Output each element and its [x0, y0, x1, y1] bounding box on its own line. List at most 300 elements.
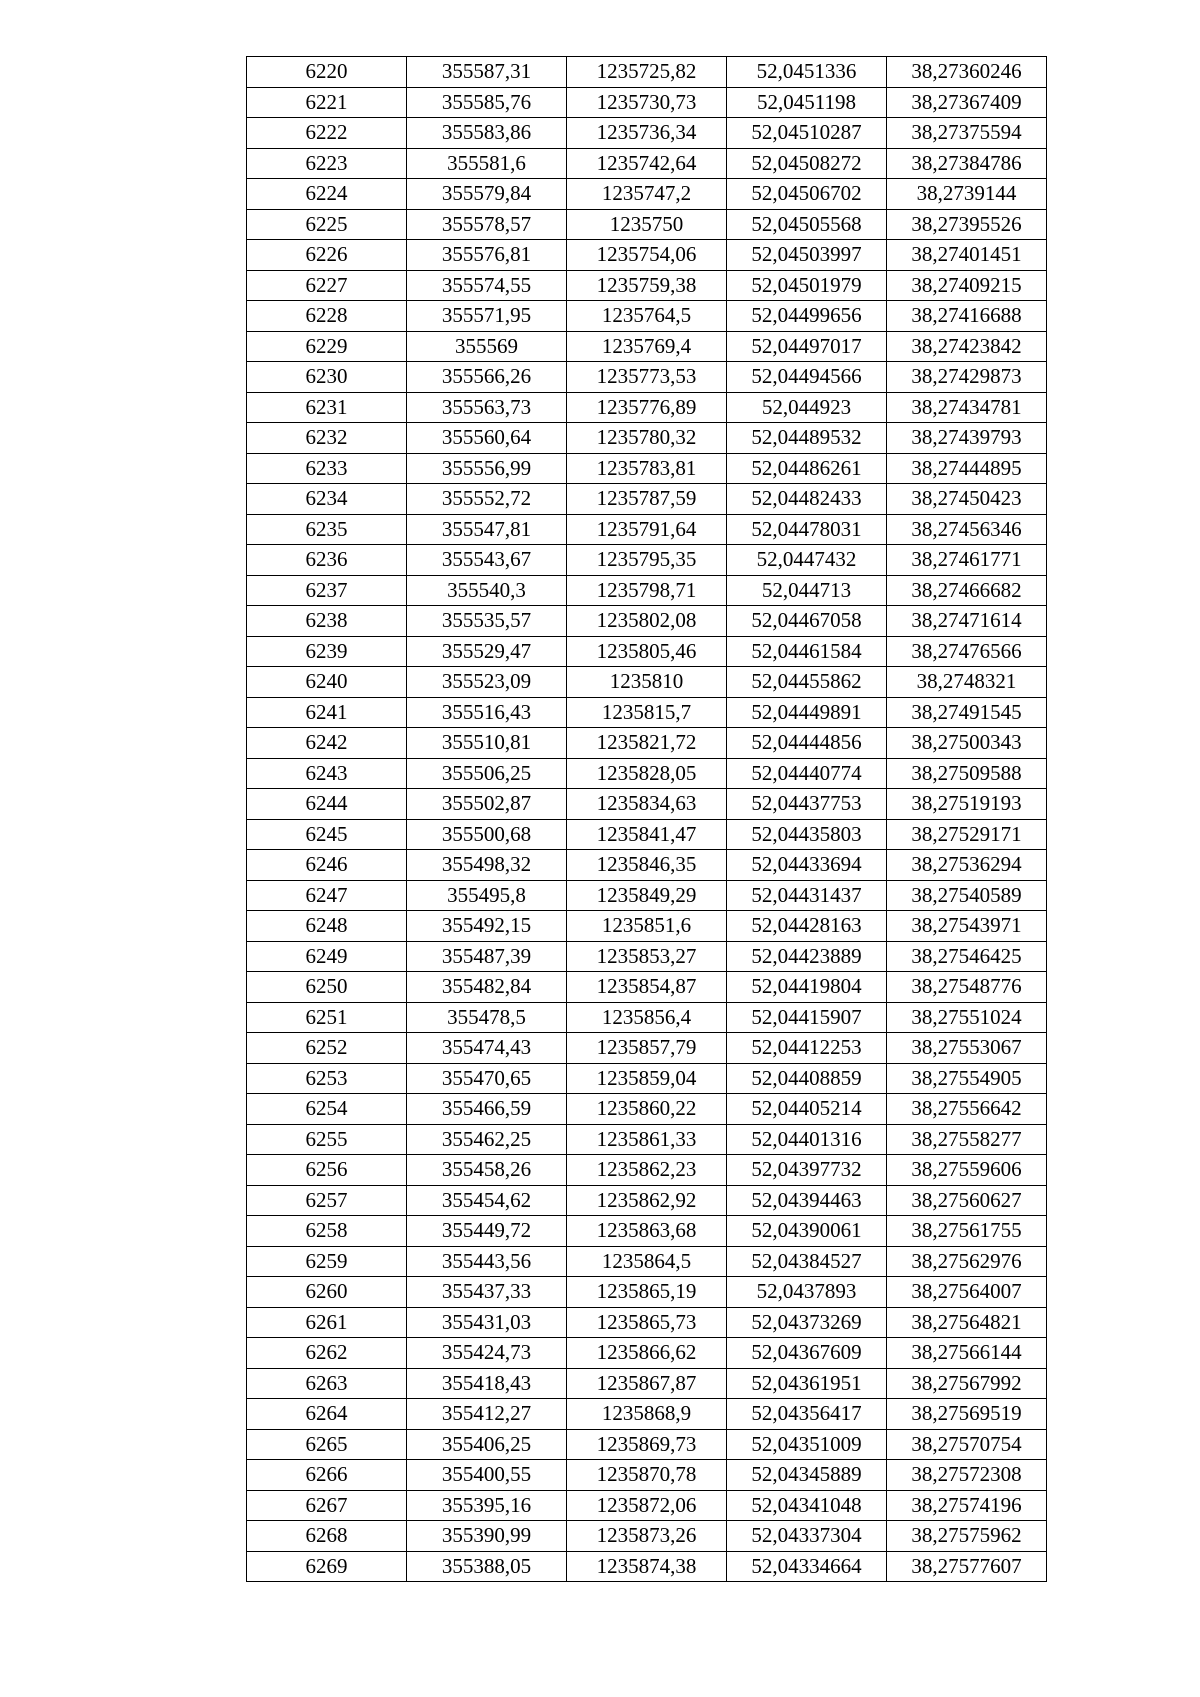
longitude-cell: 38,27395526	[887, 209, 1047, 240]
longitude-cell: 38,27434781	[887, 392, 1047, 423]
longitude-cell: 38,27564007	[887, 1277, 1047, 1308]
y-coordinate-cell: 1235742,64	[567, 148, 727, 179]
x-coordinate-cell: 355529,47	[407, 636, 567, 667]
y-coordinate-cell: 1235869,73	[567, 1429, 727, 1460]
x-coordinate-cell: 355466,59	[407, 1094, 567, 1125]
table-row	[247, 575, 1047, 606]
longitude-cell: 38,27554905	[887, 1063, 1047, 1094]
y-coordinate-cell: 1235821,72	[567, 728, 727, 759]
x-coordinate-cell: 355424,73	[407, 1338, 567, 1369]
x-coordinate-cell: 355581,6	[407, 148, 567, 179]
latitude-cell: 52,04478031	[727, 514, 887, 545]
table-row	[247, 1216, 1047, 1247]
latitude-cell: 52,04455862	[727, 667, 887, 698]
longitude-cell: 38,27450423	[887, 484, 1047, 515]
point-number-cell: 6233	[247, 453, 407, 484]
table-row	[247, 789, 1047, 820]
y-coordinate-cell: 1235798,71	[567, 575, 727, 606]
x-coordinate-cell: 355587,31	[407, 57, 567, 88]
y-coordinate-cell: 1235870,78	[567, 1460, 727, 1491]
point-number-cell: 6242	[247, 728, 407, 759]
coordinates-table	[246, 56, 1047, 1582]
y-coordinate-cell: 1235868,9	[567, 1399, 727, 1430]
point-number-cell: 6251	[247, 1002, 407, 1033]
x-coordinate-cell: 355560,64	[407, 423, 567, 454]
y-coordinate-cell: 1235780,32	[567, 423, 727, 454]
point-number-cell: 6245	[247, 819, 407, 850]
latitude-cell: 52,0437893	[727, 1277, 887, 1308]
x-coordinate-cell: 355437,33	[407, 1277, 567, 1308]
point-number-cell: 6244	[247, 789, 407, 820]
longitude-cell: 38,27519193	[887, 789, 1047, 820]
table-row	[247, 636, 1047, 667]
point-number-cell: 6237	[247, 575, 407, 606]
y-coordinate-cell: 1235851,6	[567, 911, 727, 942]
y-coordinate-cell: 1235795,35	[567, 545, 727, 576]
point-number-cell: 6229	[247, 331, 407, 362]
longitude-cell: 38,27409215	[887, 270, 1047, 301]
y-coordinate-cell: 1235853,27	[567, 941, 727, 972]
y-coordinate-cell: 1235849,29	[567, 880, 727, 911]
longitude-cell: 38,27529171	[887, 819, 1047, 850]
latitude-cell: 52,04489532	[727, 423, 887, 454]
longitude-cell: 38,27558277	[887, 1124, 1047, 1155]
point-number-cell: 6247	[247, 880, 407, 911]
longitude-cell: 38,27536294	[887, 850, 1047, 881]
longitude-cell: 38,27564821	[887, 1307, 1047, 1338]
table-row	[247, 1002, 1047, 1033]
y-coordinate-cell: 1235791,64	[567, 514, 727, 545]
point-number-cell: 6220	[247, 57, 407, 88]
x-coordinate-cell: 355390,99	[407, 1521, 567, 1552]
latitude-cell: 52,04356417	[727, 1399, 887, 1430]
latitude-cell: 52,04337304	[727, 1521, 887, 1552]
point-number-cell: 6264	[247, 1399, 407, 1430]
table-row	[247, 453, 1047, 484]
point-number-cell: 6265	[247, 1429, 407, 1460]
table-row	[247, 362, 1047, 393]
table-row	[247, 1307, 1047, 1338]
longitude-cell: 38,27551024	[887, 1002, 1047, 1033]
y-coordinate-cell: 1235776,89	[567, 392, 727, 423]
point-number-cell: 6269	[247, 1551, 407, 1582]
point-number-cell: 6224	[247, 179, 407, 210]
latitude-cell: 52,04505568	[727, 209, 887, 240]
latitude-cell: 52,0451336	[727, 57, 887, 88]
point-number-cell: 6253	[247, 1063, 407, 1094]
latitude-cell: 52,04510287	[727, 118, 887, 149]
longitude-cell: 38,27572308	[887, 1460, 1047, 1491]
point-number-cell: 6246	[247, 850, 407, 881]
longitude-cell: 38,27561755	[887, 1216, 1047, 1247]
latitude-cell: 52,04384527	[727, 1246, 887, 1277]
point-number-cell: 6236	[247, 545, 407, 576]
y-coordinate-cell: 1235815,7	[567, 697, 727, 728]
longitude-cell: 38,27543971	[887, 911, 1047, 942]
x-coordinate-cell: 355574,55	[407, 270, 567, 301]
y-coordinate-cell: 1235866,62	[567, 1338, 727, 1369]
table-row	[247, 148, 1047, 179]
point-number-cell: 6258	[247, 1216, 407, 1247]
table-row	[247, 606, 1047, 637]
point-number-cell: 6240	[247, 667, 407, 698]
x-coordinate-cell: 355495,8	[407, 880, 567, 911]
point-number-cell: 6221	[247, 87, 407, 118]
x-coordinate-cell: 355516,43	[407, 697, 567, 728]
longitude-cell: 38,27546425	[887, 941, 1047, 972]
longitude-cell: 38,27367409	[887, 87, 1047, 118]
point-number-cell: 6252	[247, 1033, 407, 1064]
table-row	[247, 941, 1047, 972]
y-coordinate-cell: 1235805,46	[567, 636, 727, 667]
y-coordinate-cell: 1235873,26	[567, 1521, 727, 1552]
longitude-cell: 38,27570754	[887, 1429, 1047, 1460]
table-row	[247, 697, 1047, 728]
point-number-cell: 6226	[247, 240, 407, 271]
x-coordinate-cell: 355462,25	[407, 1124, 567, 1155]
longitude-cell: 38,27461771	[887, 545, 1047, 576]
table-row	[247, 1155, 1047, 1186]
latitude-cell: 52,04482433	[727, 484, 887, 515]
latitude-cell: 52,04431437	[727, 880, 887, 911]
latitude-cell: 52,04405214	[727, 1094, 887, 1125]
table-row	[247, 392, 1047, 423]
x-coordinate-cell: 355388,05	[407, 1551, 567, 1582]
latitude-cell: 52,044923	[727, 392, 887, 423]
point-number-cell: 6243	[247, 758, 407, 789]
y-coordinate-cell: 1235769,4	[567, 331, 727, 362]
table-row	[247, 667, 1047, 698]
x-coordinate-cell: 355487,39	[407, 941, 567, 972]
latitude-cell: 52,04501979	[727, 270, 887, 301]
x-coordinate-cell: 355454,62	[407, 1185, 567, 1216]
x-coordinate-cell: 355523,09	[407, 667, 567, 698]
point-number-cell: 6254	[247, 1094, 407, 1125]
table-row	[247, 331, 1047, 362]
y-coordinate-cell: 1235863,68	[567, 1216, 727, 1247]
longitude-cell: 38,27566144	[887, 1338, 1047, 1369]
table-row	[247, 880, 1047, 911]
x-coordinate-cell: 355510,81	[407, 728, 567, 759]
x-coordinate-cell: 355569	[407, 331, 567, 362]
point-number-cell: 6268	[247, 1521, 407, 1552]
x-coordinate-cell: 355412,27	[407, 1399, 567, 1430]
latitude-cell: 52,04440774	[727, 758, 887, 789]
x-coordinate-cell: 355406,25	[407, 1429, 567, 1460]
table-row	[247, 270, 1047, 301]
point-number-cell: 6255	[247, 1124, 407, 1155]
latitude-cell: 52,04361951	[727, 1368, 887, 1399]
y-coordinate-cell: 1235730,73	[567, 87, 727, 118]
latitude-cell: 52,044713	[727, 575, 887, 606]
latitude-cell: 52,04486261	[727, 453, 887, 484]
x-coordinate-cell: 355543,67	[407, 545, 567, 576]
latitude-cell: 52,04397732	[727, 1155, 887, 1186]
y-coordinate-cell: 1235773,53	[567, 362, 727, 393]
point-number-cell: 6228	[247, 301, 407, 332]
table-row	[247, 1521, 1047, 1552]
latitude-cell: 52,04506702	[727, 179, 887, 210]
y-coordinate-cell: 1235862,92	[567, 1185, 727, 1216]
longitude-cell: 38,27444895	[887, 453, 1047, 484]
x-coordinate-cell: 355566,26	[407, 362, 567, 393]
point-number-cell: 6259	[247, 1246, 407, 1277]
x-coordinate-cell: 355500,68	[407, 819, 567, 850]
y-coordinate-cell: 1235856,4	[567, 1002, 727, 1033]
longitude-cell: 38,27401451	[887, 240, 1047, 271]
longitude-cell: 38,27476566	[887, 636, 1047, 667]
longitude-cell: 38,27416688	[887, 301, 1047, 332]
y-coordinate-cell: 1235872,06	[567, 1490, 727, 1521]
point-number-cell: 6234	[247, 484, 407, 515]
y-coordinate-cell: 1235787,59	[567, 484, 727, 515]
latitude-cell: 52,04373269	[727, 1307, 887, 1338]
y-coordinate-cell: 1235725,82	[567, 57, 727, 88]
latitude-cell: 52,04449891	[727, 697, 887, 728]
longitude-cell: 38,27559606	[887, 1155, 1047, 1186]
table-row	[247, 1063, 1047, 1094]
y-coordinate-cell: 1235862,23	[567, 1155, 727, 1186]
longitude-cell: 38,27491545	[887, 697, 1047, 728]
longitude-cell: 38,27375594	[887, 118, 1047, 149]
point-number-cell: 6227	[247, 270, 407, 301]
y-coordinate-cell: 1235736,34	[567, 118, 727, 149]
table-row	[247, 1185, 1047, 1216]
longitude-cell: 38,27500343	[887, 728, 1047, 759]
table-row	[247, 87, 1047, 118]
x-coordinate-cell: 355552,72	[407, 484, 567, 515]
table-row	[247, 1338, 1047, 1369]
point-number-cell: 6267	[247, 1490, 407, 1521]
latitude-cell: 52,04428163	[727, 911, 887, 942]
table-row	[247, 1551, 1047, 1582]
x-coordinate-cell: 355540,3	[407, 575, 567, 606]
table-row	[247, 301, 1047, 332]
table-row	[247, 728, 1047, 759]
latitude-cell: 52,0447432	[727, 545, 887, 576]
table-row	[247, 514, 1047, 545]
point-number-cell: 6222	[247, 118, 407, 149]
table-row	[247, 1124, 1047, 1155]
x-coordinate-cell: 355449,72	[407, 1216, 567, 1247]
y-coordinate-cell: 1235802,08	[567, 606, 727, 637]
x-coordinate-cell: 355583,86	[407, 118, 567, 149]
longitude-cell: 38,27471614	[887, 606, 1047, 637]
y-coordinate-cell: 1235874,38	[567, 1551, 727, 1582]
point-number-cell: 6239	[247, 636, 407, 667]
table-row	[247, 57, 1047, 88]
table-row	[247, 209, 1047, 240]
y-coordinate-cell: 1235841,47	[567, 819, 727, 850]
x-coordinate-cell: 355578,57	[407, 209, 567, 240]
table-row	[247, 1033, 1047, 1064]
longitude-cell: 38,27574196	[887, 1490, 1047, 1521]
point-number-cell: 6262	[247, 1338, 407, 1369]
point-number-cell: 6261	[247, 1307, 407, 1338]
table-row	[247, 1277, 1047, 1308]
table-row	[247, 819, 1047, 850]
x-coordinate-cell: 355502,87	[407, 789, 567, 820]
point-number-cell: 6230	[247, 362, 407, 393]
y-coordinate-cell: 1235747,2	[567, 179, 727, 210]
x-coordinate-cell: 355579,84	[407, 179, 567, 210]
point-number-cell: 6250	[247, 972, 407, 1003]
longitude-cell: 38,27540589	[887, 880, 1047, 911]
coordinates-table-body	[247, 57, 1047, 1582]
x-coordinate-cell: 355547,81	[407, 514, 567, 545]
longitude-cell: 38,27466682	[887, 575, 1047, 606]
latitude-cell: 52,04412253	[727, 1033, 887, 1064]
longitude-cell: 38,27429873	[887, 362, 1047, 393]
x-coordinate-cell: 355492,15	[407, 911, 567, 942]
y-coordinate-cell: 1235750	[567, 209, 727, 240]
longitude-cell: 38,27548776	[887, 972, 1047, 1003]
y-coordinate-cell: 1235859,04	[567, 1063, 727, 1094]
x-coordinate-cell: 355506,25	[407, 758, 567, 789]
table-row	[247, 911, 1047, 942]
longitude-cell: 38,27560627	[887, 1185, 1047, 1216]
y-coordinate-cell: 1235810	[567, 667, 727, 698]
x-coordinate-cell: 355498,32	[407, 850, 567, 881]
x-coordinate-cell: 355470,65	[407, 1063, 567, 1094]
x-coordinate-cell: 355482,84	[407, 972, 567, 1003]
table-row	[247, 484, 1047, 515]
x-coordinate-cell: 355576,81	[407, 240, 567, 271]
y-coordinate-cell: 1235860,22	[567, 1094, 727, 1125]
longitude-cell: 38,27556642	[887, 1094, 1047, 1125]
table-row	[247, 1460, 1047, 1491]
latitude-cell: 52,04419804	[727, 972, 887, 1003]
table-row	[247, 1429, 1047, 1460]
latitude-cell: 52,04394463	[727, 1185, 887, 1216]
latitude-cell: 52,04467058	[727, 606, 887, 637]
latitude-cell: 52,04435803	[727, 819, 887, 850]
longitude-cell: 38,27423842	[887, 331, 1047, 362]
latitude-cell: 52,04433694	[727, 850, 887, 881]
latitude-cell: 52,04508272	[727, 148, 887, 179]
latitude-cell: 52,04423889	[727, 941, 887, 972]
x-coordinate-cell: 355458,26	[407, 1155, 567, 1186]
latitude-cell: 52,04390061	[727, 1216, 887, 1247]
longitude-cell: 38,27360246	[887, 57, 1047, 88]
table-row	[247, 1490, 1047, 1521]
longitude-cell: 38,27569519	[887, 1399, 1047, 1430]
longitude-cell: 38,27456346	[887, 514, 1047, 545]
latitude-cell: 52,04437753	[727, 789, 887, 820]
point-number-cell: 6249	[247, 941, 407, 972]
x-coordinate-cell: 355556,99	[407, 453, 567, 484]
latitude-cell: 52,04401316	[727, 1124, 887, 1155]
x-coordinate-cell: 355443,56	[407, 1246, 567, 1277]
longitude-cell: 38,27575962	[887, 1521, 1047, 1552]
latitude-cell: 52,04351009	[727, 1429, 887, 1460]
longitude-cell: 38,27509588	[887, 758, 1047, 789]
point-number-cell: 6248	[247, 911, 407, 942]
table-row	[247, 545, 1047, 576]
x-coordinate-cell: 355535,57	[407, 606, 567, 637]
table-row	[247, 1094, 1047, 1125]
point-number-cell: 6231	[247, 392, 407, 423]
y-coordinate-cell: 1235846,35	[567, 850, 727, 881]
latitude-cell: 52,04494566	[727, 362, 887, 393]
point-number-cell: 6257	[247, 1185, 407, 1216]
x-coordinate-cell: 355431,03	[407, 1307, 567, 1338]
table-row	[247, 240, 1047, 271]
y-coordinate-cell: 1235828,05	[567, 758, 727, 789]
table-row	[247, 179, 1047, 210]
latitude-cell: 52,0451198	[727, 87, 887, 118]
y-coordinate-cell: 1235783,81	[567, 453, 727, 484]
latitude-cell: 52,04503997	[727, 240, 887, 271]
x-coordinate-cell: 355400,55	[407, 1460, 567, 1491]
x-coordinate-cell: 355474,43	[407, 1033, 567, 1064]
y-coordinate-cell: 1235754,06	[567, 240, 727, 271]
latitude-cell: 52,04345889	[727, 1460, 887, 1491]
point-number-cell: 6260	[247, 1277, 407, 1308]
y-coordinate-cell: 1235861,33	[567, 1124, 727, 1155]
point-number-cell: 6223	[247, 148, 407, 179]
latitude-cell: 52,04415907	[727, 1002, 887, 1033]
latitude-cell: 52,04497017	[727, 331, 887, 362]
point-number-cell: 6263	[247, 1368, 407, 1399]
x-coordinate-cell: 355585,76	[407, 87, 567, 118]
x-coordinate-cell: 355571,95	[407, 301, 567, 332]
longitude-cell: 38,27384786	[887, 148, 1047, 179]
x-coordinate-cell: 355478,5	[407, 1002, 567, 1033]
longitude-cell: 38,27439793	[887, 423, 1047, 454]
y-coordinate-cell: 1235857,79	[567, 1033, 727, 1064]
table-row	[247, 850, 1047, 881]
table-row	[247, 423, 1047, 454]
table-row	[247, 1246, 1047, 1277]
longitude-cell: 38,27577607	[887, 1551, 1047, 1582]
x-coordinate-cell: 355563,73	[407, 392, 567, 423]
x-coordinate-cell: 355418,43	[407, 1368, 567, 1399]
point-number-cell: 6235	[247, 514, 407, 545]
table-row	[247, 1399, 1047, 1430]
table-row	[247, 972, 1047, 1003]
longitude-cell: 38,27553067	[887, 1033, 1047, 1064]
x-coordinate-cell: 355395,16	[407, 1490, 567, 1521]
longitude-cell: 38,2748321	[887, 667, 1047, 698]
latitude-cell: 52,04341048	[727, 1490, 887, 1521]
point-number-cell: 6238	[247, 606, 407, 637]
latitude-cell: 52,04444856	[727, 728, 887, 759]
point-number-cell: 6232	[247, 423, 407, 454]
longitude-cell: 38,2739144	[887, 179, 1047, 210]
y-coordinate-cell: 1235864,5	[567, 1246, 727, 1277]
table-row	[247, 1368, 1047, 1399]
point-number-cell: 6256	[247, 1155, 407, 1186]
latitude-cell: 52,04367609	[727, 1338, 887, 1369]
y-coordinate-cell: 1235867,87	[567, 1368, 727, 1399]
latitude-cell: 52,04499656	[727, 301, 887, 332]
point-number-cell: 6225	[247, 209, 407, 240]
y-coordinate-cell: 1235854,87	[567, 972, 727, 1003]
table-row	[247, 118, 1047, 149]
latitude-cell: 52,04334664	[727, 1551, 887, 1582]
latitude-cell: 52,04408859	[727, 1063, 887, 1094]
longitude-cell: 38,27562976	[887, 1246, 1047, 1277]
longitude-cell: 38,27567992	[887, 1368, 1047, 1399]
table-row	[247, 758, 1047, 789]
point-number-cell: 6266	[247, 1460, 407, 1491]
y-coordinate-cell: 1235759,38	[567, 270, 727, 301]
y-coordinate-cell: 1235865,19	[567, 1277, 727, 1308]
y-coordinate-cell: 1235834,63	[567, 789, 727, 820]
y-coordinate-cell: 1235764,5	[567, 301, 727, 332]
latitude-cell: 52,04461584	[727, 636, 887, 667]
